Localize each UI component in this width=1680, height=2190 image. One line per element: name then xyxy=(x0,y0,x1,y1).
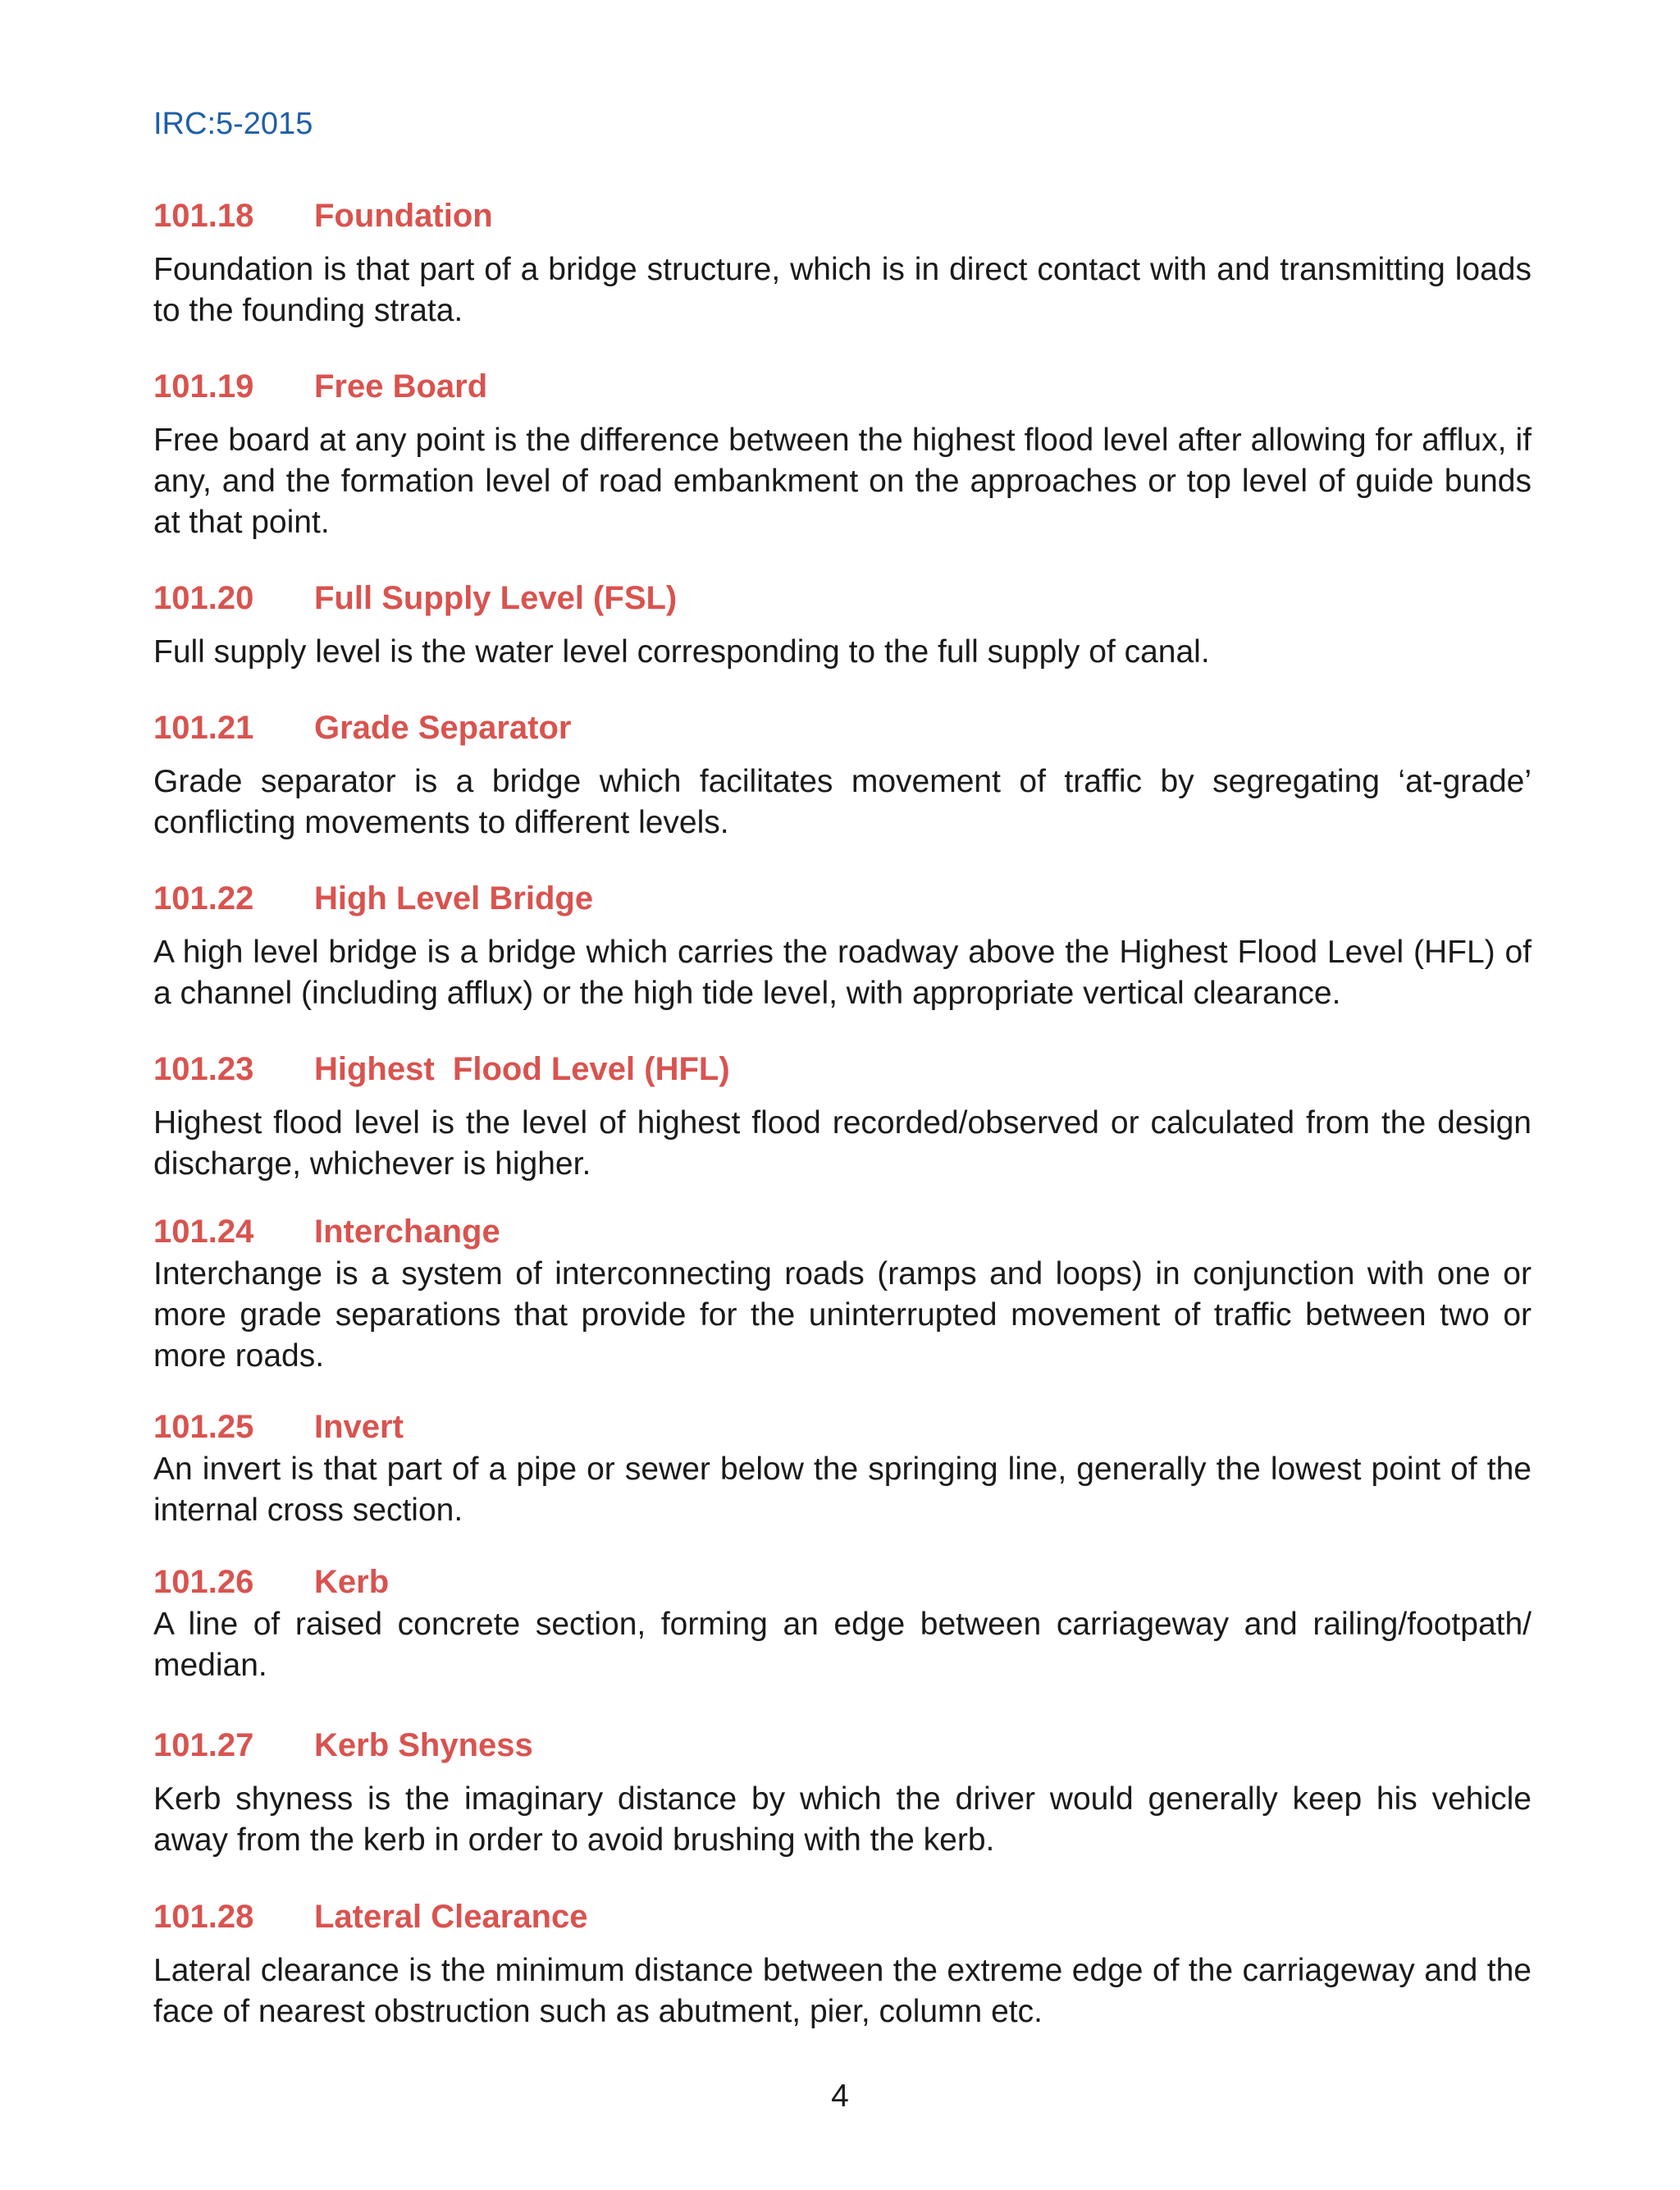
clause-heading xyxy=(153,1561,1532,1602)
clause-title: Full Supply Level (FSL) xyxy=(314,580,678,616)
clause-title: Free Board xyxy=(314,368,488,405)
clause-heading xyxy=(153,1406,1532,1447)
clause-101-22 xyxy=(153,878,1532,1014)
clause-number: 101.22 xyxy=(153,880,254,917)
clause-heading xyxy=(153,578,1532,619)
clause-number: 101.28 xyxy=(153,1899,254,1935)
clause-body: Grade separator is a bridge which facilitates movement of traffic by segregating ‘at-grade’ conflicting movements to different levels. xyxy=(153,764,1532,840)
clause-title: Interchange xyxy=(314,1214,500,1250)
clause-101-20 xyxy=(153,578,1532,673)
clause-body: Lateral clearance is the minimum distance between the extreme edge of the carriageway and the face of nearest obstruction such as abutment, pier, column etc. xyxy=(153,1953,1532,2029)
clause-title: Kerb xyxy=(314,1564,390,1600)
clause-title: Lateral Clearance xyxy=(314,1899,588,1935)
clause-title: Invert xyxy=(314,1409,404,1445)
clause-number: 101.27 xyxy=(153,1727,254,1763)
clause-number: 101.20 xyxy=(153,580,254,616)
clause-number: 101.18 xyxy=(153,198,254,234)
clause-101-21 xyxy=(153,707,1532,844)
clause-heading xyxy=(153,366,1532,407)
clause-body: A high level bridge is a bridge which carries the roadway above the Highest Flood Level (HFL) of a channel (including afflux) or the high tide level, with appropriate vertical clearance. xyxy=(153,935,1532,1011)
clause-number: 101.25 xyxy=(153,1409,254,1445)
clause-title: Foundation xyxy=(314,198,493,234)
clause-number: 101.23 xyxy=(153,1051,254,1087)
clause-body: Interchange is a system of interconnecting roads (ramps and loops) in conjunction with one or more grade separations that provide for the uninterrupted movement of traffic between two or more roads. xyxy=(153,1256,1532,1374)
clause-heading xyxy=(153,878,1532,919)
clause-101-26 xyxy=(153,1561,1532,1686)
clause-101-19 xyxy=(153,366,1532,543)
clause-101-27 xyxy=(153,1725,1532,1861)
document-code: IRC:5-2015 xyxy=(153,107,313,141)
clause-101-23 xyxy=(153,1049,1532,1185)
clause-101-24 xyxy=(153,1211,1532,1377)
clause-body: A line of raised concrete section, forming an edge between carriageway and railing/footpath/ median. xyxy=(153,1607,1532,1683)
clause-body: Free board at any point is the difference between the highest flood level after allowing for afflux, if any, and the formation level of road embankment on the approaches or top level of guide bunds at that point. xyxy=(153,423,1532,540)
clause-101-18 xyxy=(153,195,1532,331)
page-number: 4 xyxy=(831,2078,849,2114)
clause-heading xyxy=(153,1725,1532,1766)
clause-number: 101.24 xyxy=(153,1214,254,1250)
clause-title: High Level Bridge xyxy=(314,880,594,917)
clause-number: 101.21 xyxy=(153,710,254,746)
clause-101-28 xyxy=(153,1896,1532,2032)
clause-body: Kerb shyness is the imaginary distance by which the driver would generally keep his vehicle away from the kerb in order to avoid brushing with the kerb. xyxy=(153,1781,1532,1858)
clause-title: Grade Separator xyxy=(314,710,572,746)
clause-101-25 xyxy=(153,1406,1532,1531)
clause-heading xyxy=(153,1049,1532,1090)
clause-heading xyxy=(153,707,1532,748)
clause-title: Kerb Shyness xyxy=(314,1727,533,1763)
clause-body: Full supply level is the water level corresponding to the full supply of canal. xyxy=(153,634,1210,670)
clause-body: Highest flood level is the level of highest flood recorded/observed or calculated from the design discharge, whichever is higher. xyxy=(153,1105,1532,1182)
clause-body: Foundation is that part of a bridge structure, which is in direct contact with and transmitting loads to the founding strata. xyxy=(153,252,1532,328)
clause-number: 101.19 xyxy=(153,368,254,405)
clause-heading xyxy=(153,1896,1532,1937)
clause-title: Highest Flood Level (HFL) xyxy=(314,1051,730,1087)
clause-body: An invert is that part of a pipe or sewer below the springing line, generally the lowest point of the internal cross section. xyxy=(153,1452,1532,1528)
clause-heading xyxy=(153,195,1532,236)
clause-number: 101.26 xyxy=(153,1564,254,1600)
clause-heading xyxy=(153,1211,1532,1252)
